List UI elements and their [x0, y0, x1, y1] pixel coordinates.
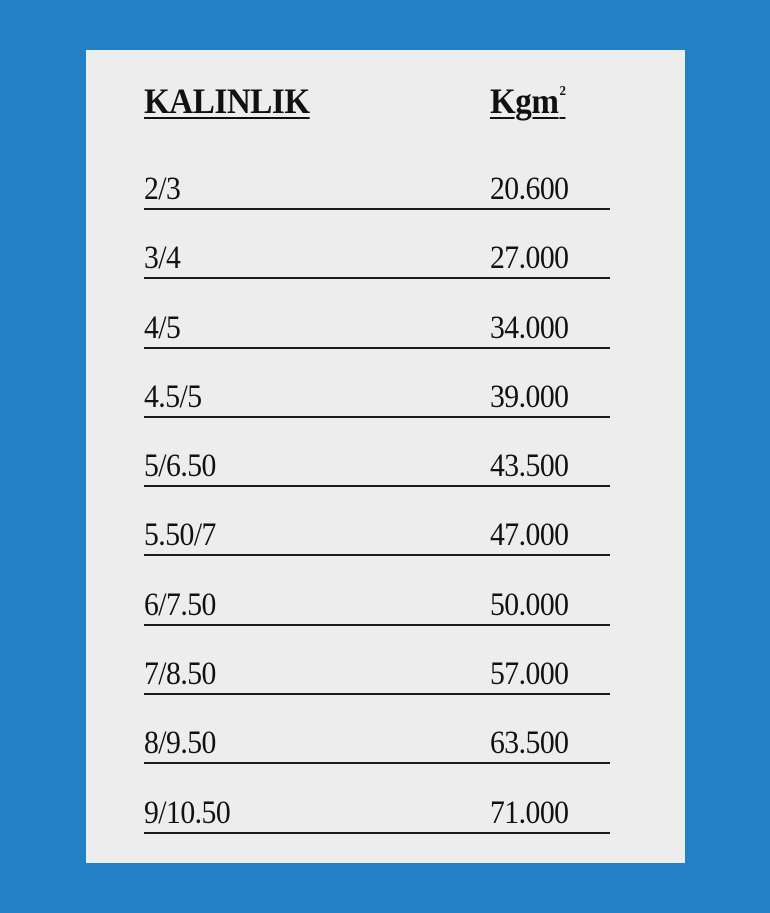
weight-cell: 20.600 [490, 171, 569, 207]
table-row [144, 210, 610, 279]
weight-cell: 71.000 [490, 794, 569, 831]
thickness-cell: 4.5/5 [144, 378, 202, 415]
table-row [144, 487, 610, 556]
thickness-cell: 3/4 [144, 240, 181, 277]
weight-cell: 63.500 [490, 725, 569, 762]
price-sheet [86, 50, 685, 863]
thickness-cell: 9/10.50 [144, 794, 231, 831]
weight-unit-superscript: 2 [559, 84, 566, 99]
weight-cell: 27.000 [490, 240, 569, 277]
weight-cell: 34.000 [490, 309, 569, 346]
weight-column-header [490, 80, 565, 122]
table-row [144, 349, 610, 418]
table-body [144, 167, 610, 834]
weight-cell: 57.000 [490, 656, 569, 693]
thickness-cell: 5/6.50 [144, 448, 216, 485]
weight-cell: 39.000 [490, 378, 569, 415]
thickness-cell: 8/9.50 [144, 725, 216, 762]
table-row [144, 764, 610, 833]
table-row [144, 626, 610, 695]
table-row [144, 279, 610, 348]
thickness-cell: 2/3 [144, 171, 181, 207]
thickness-cell: 7/8.50 [144, 656, 216, 693]
weight-unit-label: Kgm [490, 81, 559, 121]
table-row [144, 695, 610, 764]
thickness-cell: 6/7.50 [144, 586, 216, 623]
weight-cell: 43.500 [490, 448, 569, 485]
table-header [144, 80, 614, 124]
table-row [144, 167, 610, 210]
thickness-cell: 5.50/7 [144, 517, 216, 554]
table-row [144, 556, 610, 625]
row-divider [144, 832, 610, 834]
weight-cell: 47.000 [490, 517, 569, 554]
weight-cell: 50.000 [490, 586, 569, 623]
table-row [144, 418, 610, 487]
thickness-column-header: KALINLIK [144, 81, 310, 121]
thickness-cell: 4/5 [144, 309, 181, 346]
